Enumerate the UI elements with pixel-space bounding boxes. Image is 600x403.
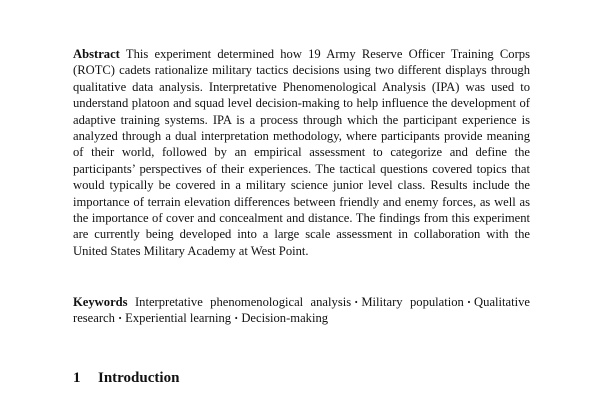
section-heading — [73, 370, 179, 387]
section-title: Introduction — [98, 370, 180, 386]
keyword-item: Decision-making — [241, 311, 329, 326]
abstract-paragraph — [73, 46, 530, 259]
abstract-label: Abstract — [73, 47, 120, 61]
keyword-item: Military population — [361, 295, 464, 309]
keywords-paragraph — [73, 294, 530, 327]
keyword-item: Interpretative phenomenological analysis — [134, 295, 352, 309]
keywords-label: Keywords — [73, 295, 128, 309]
abstract-text: This experiment determined how 19 Army Reserve Officer Training Corps (ROTC) cadets rationalize military tactics decisions using two different displays through qualitative data analysis. Interpretative Phenomenological Analysis (IPA) was used to understand platoon and squad level decision-making to help influence the development of adaptive training systems. IPA is a process through which the participant experience is analyzed through a dual interpretation methodology, where participants provide meaning of their world, followed by an empirical assessment to categorize and define the participants’ perspectives of their experiences. The tactical questions covered topics that would typically be covered in a military science junior level class. Results include the importance of terrain elevation differences between friendly and enemy forces, as well as the importance of cover and concealment and distance. The findings from this experiment are currently being developed into a large scale assessment in collaboration with the United States Military Academy at West Point. — [73, 47, 530, 258]
section-number: 1 — [73, 370, 81, 386]
keyword-separator: · — [234, 311, 239, 326]
keyword-item: Qualitative research — [73, 295, 530, 326]
keyword-separator: · — [117, 311, 123, 326]
keyword-separator: · — [354, 295, 359, 309]
keyword-separator: · — [466, 295, 472, 309]
keyword-item: Experiential learning — [125, 311, 232, 326]
